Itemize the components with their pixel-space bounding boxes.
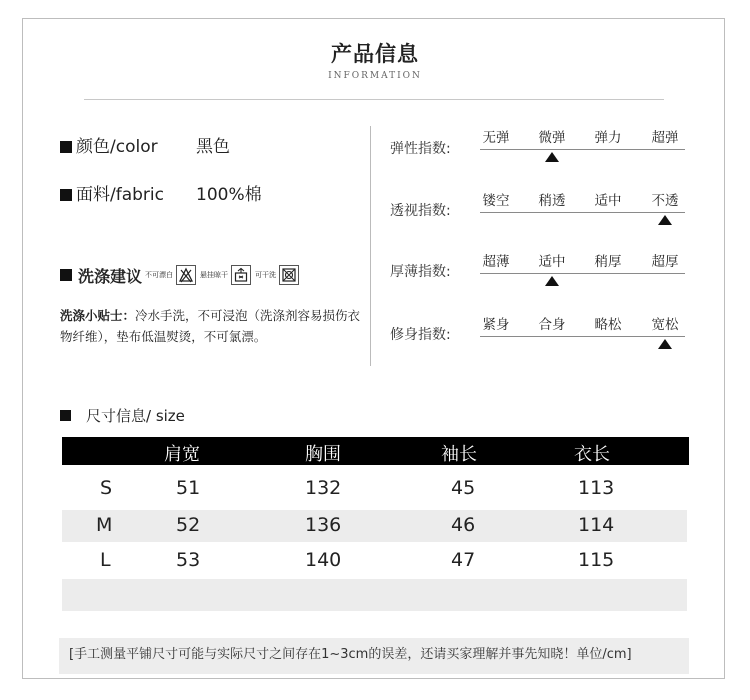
table-cell: S	[100, 477, 113, 499]
scale-option: 适中	[538, 254, 566, 270]
column-header-shoulder: 肩宽	[164, 444, 200, 465]
bullet-square-icon	[60, 269, 72, 281]
page-title: 产品信息	[331, 42, 419, 66]
scale-option: 无弹	[482, 130, 510, 146]
dry-clean-text: 可干洗	[255, 271, 277, 279]
table-cell: 114	[578, 514, 615, 536]
column-header-sleeve: 袖长	[441, 444, 477, 465]
table-cell: 136	[305, 514, 342, 536]
page-subtitle: INFORMATION	[328, 71, 422, 81]
size-table-header	[62, 437, 689, 465]
fabric-value: 100%棉	[196, 185, 262, 205]
table-cell: 45	[451, 477, 476, 499]
scale-option: 紧身	[482, 317, 510, 333]
table-cell: 46	[451, 514, 476, 536]
table-row-empty	[62, 579, 687, 611]
column-header-chest: 胸围	[305, 444, 341, 465]
tips-text: 冷水手洗，不可浸泡（洗涤剂容易损伤衣物纤维），垫布低温熨烫，不可氯漂。	[60, 308, 361, 344]
color-label: 颜色/color	[76, 137, 158, 157]
size-title-text: 尺寸信息/ size	[86, 407, 185, 425]
scale-option: 镂空	[482, 193, 510, 209]
selected-marker-icon	[545, 276, 559, 286]
washing-suggestion	[60, 262, 302, 288]
bullet-square-icon	[60, 141, 72, 153]
scale-option: 弹力	[594, 130, 622, 146]
column-header-length: 衣长	[574, 444, 610, 465]
scale-line	[480, 336, 685, 337]
table-cell: L	[100, 549, 111, 571]
vertical-divider	[370, 126, 371, 366]
selected-marker-icon	[658, 339, 672, 349]
elasticity-index-label: 弹性指数:	[390, 141, 451, 157]
washing-tips	[60, 305, 366, 347]
table-cell: 47	[451, 549, 476, 571]
size-section-title	[60, 405, 185, 426]
table-cell: 115	[578, 549, 615, 571]
selected-marker-icon	[658, 215, 672, 225]
scale-option: 超厚	[651, 254, 679, 270]
fabric-label: 面料/fabric	[76, 185, 164, 205]
fabric-attribute	[60, 180, 262, 205]
scale-line	[480, 149, 685, 150]
no-bleach-icon	[176, 265, 196, 285]
color-value: 黑色	[196, 137, 230, 157]
measurement-note: [手工测量平铺尺寸可能与实际尺寸之间存在1~3cm的误差，还请买家理解并事先知晓！单位/cm]	[59, 638, 689, 674]
scale-line	[480, 212, 685, 213]
fit-index-label: 修身指数:	[390, 327, 451, 343]
scale-option: 稍厚	[594, 254, 622, 270]
no-bleach-text: 不可漂白	[145, 271, 174, 279]
scale-option: 超薄	[482, 254, 510, 270]
bullet-square-icon	[60, 189, 72, 201]
table-cell: 52	[176, 514, 201, 536]
scale-option: 微弹	[538, 130, 566, 146]
table-cell: 132	[305, 477, 342, 499]
transparency-index-label: 透视指数:	[390, 203, 451, 219]
table-row	[62, 510, 687, 542]
selected-marker-icon	[545, 152, 559, 162]
table-row	[62, 473, 687, 505]
color-attribute	[60, 132, 230, 157]
scale-option: 合身	[538, 317, 566, 333]
table-cell: 140	[305, 549, 342, 571]
thickness-index-label: 厚薄指数:	[390, 264, 451, 280]
table-cell: M	[96, 514, 113, 536]
tips-label: 洗涤小贴士：	[60, 308, 136, 323]
divider	[84, 99, 664, 100]
hang-dry-icon	[231, 265, 251, 285]
dry-clean-icon	[279, 265, 299, 285]
scale-option: 略松	[594, 317, 622, 333]
scale-line	[480, 273, 685, 274]
scale-option: 宽松	[651, 317, 679, 333]
table-row	[62, 545, 687, 577]
hang-dry-text: 悬挂晾干	[200, 271, 229, 279]
scale-option: 不透	[651, 193, 679, 209]
scale-option: 超弹	[651, 130, 679, 146]
scale-option: 适中	[594, 193, 622, 209]
table-cell: 113	[578, 477, 615, 499]
washing-label: 洗涤建议	[78, 266, 143, 286]
bullet-square-icon	[60, 410, 71, 421]
table-cell: 53	[176, 549, 201, 571]
scale-option: 稍透	[538, 193, 566, 209]
table-cell: 51	[176, 477, 201, 499]
